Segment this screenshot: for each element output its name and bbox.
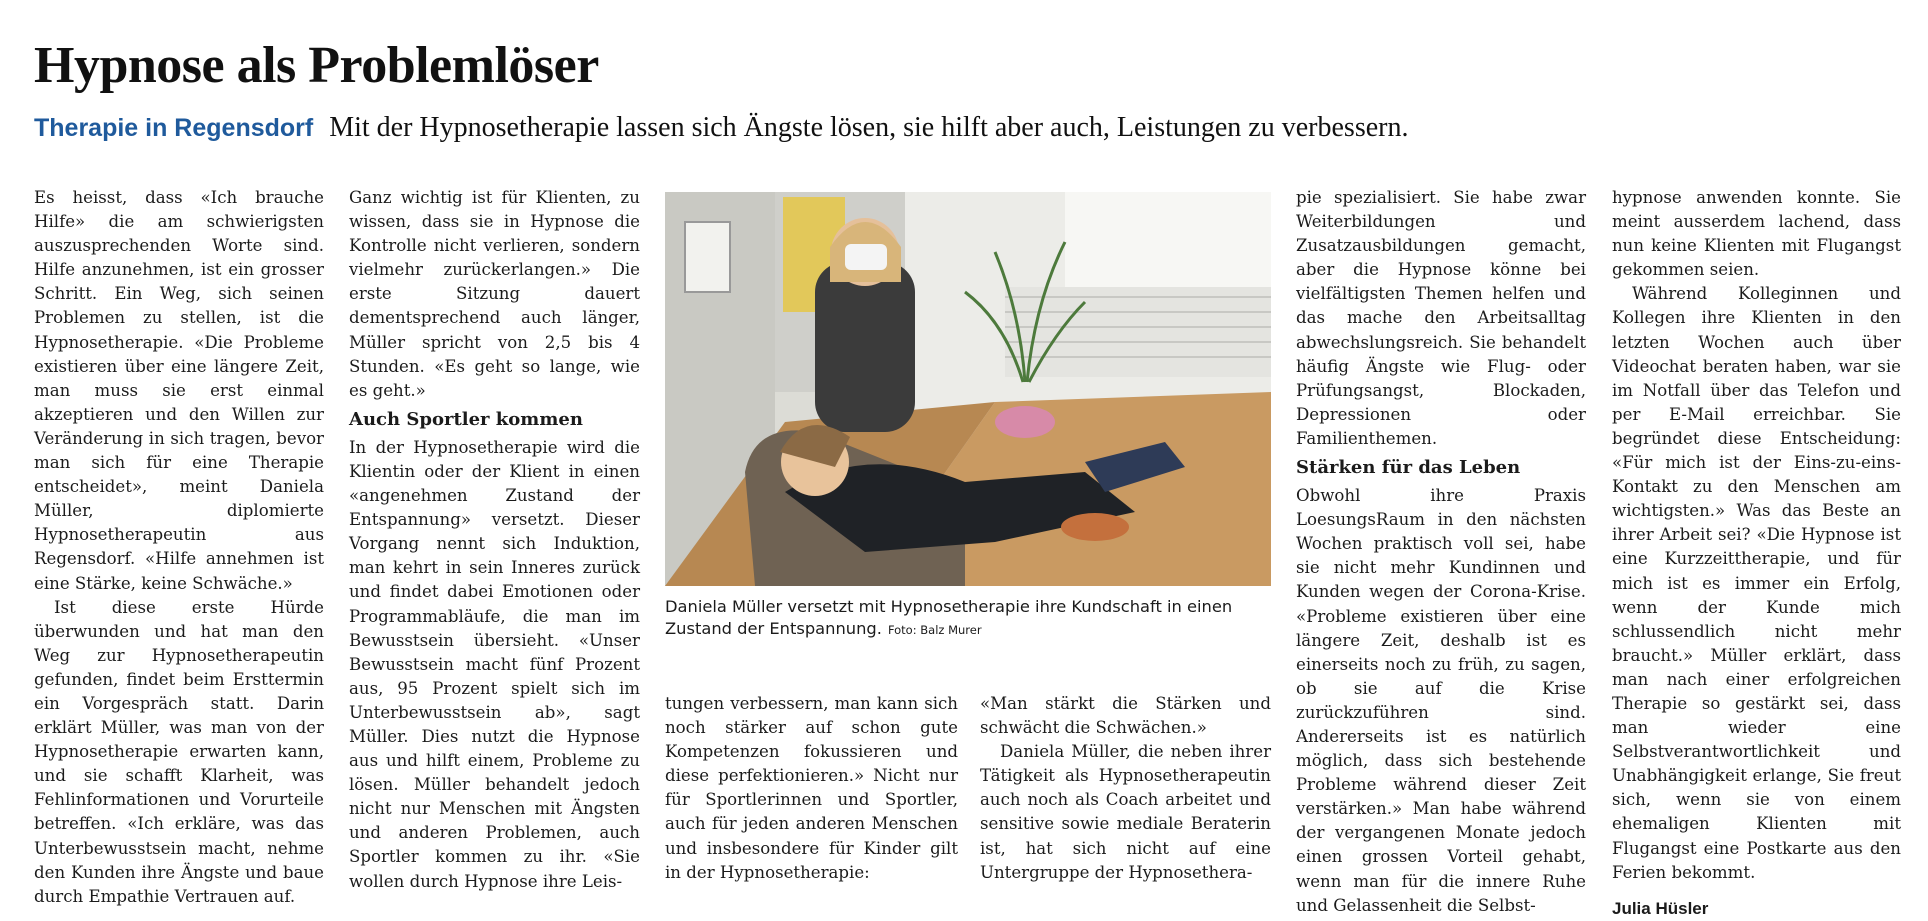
photo-caption [665, 596, 1271, 641]
column-4 [980, 692, 1271, 885]
caption-text: Daniela Müller versetzt mit Hypnosetherapie ihre Kundschaft in einen Zustand der Entspannung. [665, 597, 1233, 638]
photo-credit: Foto: Balz Murer [887, 623, 982, 637]
paragraph: Während Kolleginnen und Kollegen ihre Klienten in den letzten Wochen auch über Videochat beraten haben, war sie im Notfall über das Telefon und per E-Mail erreichbar. Sie begründet diese Entscheidung: «Für mich ist der Eins-zu-eins-Kontakt zu den Menschen am wichtigsten.» Was das Beste an ihrer Arbeit sei? «Die Hypnose ist eine Kurzzeittherapie, und für mich ist es immer ein Erfolg, wenn der Kunde mich schlussendlich nicht mehr braucht.» Müller erklärt, dass man nach einer erfolgreichen Therapie so gestärkt sei, dass man wieder eine Selbstverantwortlichkeit und Unabhängigkeit erlange, Sie freut sich, wenn sie von einem ehemaligen Klienten mit Flugangst eine Postkarte aus den Ferien bekommt. [1612, 284, 1901, 882]
column-3 [665, 692, 958, 885]
headline: Hypnose als Problemlöser [34, 37, 599, 94]
article-photo [665, 192, 1271, 586]
kicker: Therapie in Regensdorf [34, 114, 314, 142]
paragraph: In der Hypnosetherapie wird die Klientin oder der Klient in einen «angenehmen Zustand der Entspannung» versetzt. Dieser Vorgang nennt sich Induktion, man kehrt in sein Inneres zurück und findet dabei Emotionen oder Programmabläufe, die man im Bewusstsein übersieht. «Unser Bewusstsein macht fünf Prozent aus, 95 Prozent spielt sich im Unterbewusstsein ab», sagt Müller. Dies nutzt die Hypnose aus und hilft einem, Probleme zu lösen. Müller behandelt jedoch nicht nur Menschen mit Ängsten und anderen Problemen, auch Sportler kommen zu ihr. «Sie wollen durch Hypnose ihre Leis- [349, 437, 640, 891]
lead-text: Mit der Hypnosetherapie lassen sich Ängste lösen, sie hilft aber auch, Leistungen zu verbessern. [329, 112, 1409, 143]
paragraph: Es heisst, dass «Ich brauche Hilfe» die am schwierigsten auszusprechenden Worte sind. Hilfe anzunehmen, ist ein grosser Schritt. Ein Weg, sich seinen Problemen zu stellen, ist die Hypnosetherapie. «Die Probleme existieren über eine längere Zeit, man muss sie erst einmal akzeptieren und den Willen zur Veränderung in sich tragen, bevor man sich für eine Therapie entscheidet», meint Daniela Müller, diplomierte Hypnosetherapeutin aus Regensdorf. «Hilfe annehmen ist eine Stärke, keine Schwäche.» [34, 188, 324, 593]
column-2 [349, 186, 640, 894]
paragraph: «Man stärkt die Stärken und schwächt die Schwächen.» [980, 694, 1271, 738]
column-6 [1612, 186, 1901, 921]
subline [34, 112, 1894, 144]
paragraph: Ganz wichtig ist für Klienten, zu wissen, dass sie in Hypnose die Kontrolle nicht verlieren, sondern vielmehr zurückerlangen.» Die erste Sitzung dauert dementsprechend auch länger, Müller spricht von 2,5 bis 4 Stunden. «Es geht so lange, wie es geht.» [349, 188, 640, 400]
subheading: Stärken für das Leben [1296, 457, 1521, 479]
paragraph: Daniela Müller, die neben ihrer Tätigkeit als Hypnosetherapeutin auch noch als Coach arbeitet und sensitive sowie mediale Beraterin ist, hat sich nicht auf eine Untergruppe der Hypnosethera- [980, 742, 1271, 882]
paragraph: tungen verbessern, man kann sich noch stärker auf schon gute Kompetenzen fokussieren und diese perfektionieren.» Nicht nur für Sportlerinnen und Sportler, auch für jeden anderen Menschen und insbesondere für Kinder gilt in der Hypnosetherapie: [665, 694, 958, 882]
paragraph: Ist diese erste Hürde überwunden und hat man den Weg zur Hypnosetherapeutin gefunden, findet beim Ersttermin ein Vorgespräch statt. Darin erklärt Müller, was man von der Hypnosetherapie erwarten kann, und sie schafft Klarheit, was Fehlinformationen und Vorurteile betreffen. «Ich erkläre, was das Unterbewusstsein macht, nehme den Kunden ihre Ängste und baue durch Empathie Vertrauen auf. [34, 597, 324, 906]
hypnosis-session-photo-image [665, 192, 1271, 586]
column-5 [1296, 186, 1586, 918]
column-1 [34, 186, 324, 909]
paragraph: hypnose anwenden konnte. Sie meint ausserdem lachend, dass nun keine Klienten mit Flugangst gekommen seien. [1612, 188, 1901, 280]
paragraph: pie spezialisiert. Sie habe zwar Weiterbildungen und Zusatzausbildungen gemacht, aber die Hypnose könne bei vielfältigsten Themen helfen und das mache den Arbeitsalltag abwechslungsreich. Sie behandelt häufig Ängste wie Flug- oder Prüfungsangst, Blockaden, Depressionen oder Familienthemen. [1296, 188, 1586, 448]
subheading: Auch Sportler kommen [349, 408, 583, 430]
paragraph: Obwohl ihre Praxis LoesungsRaum in den nächsten Wochen praktisch voll sei, habe sie nicht mehr Kundinnen und Kunden wegen der Corona-Krise. «Probleme existieren über eine längere Zeit, deshalb ist es einerseits noch zu früh, zu sagen, ob sie auf die Krise zurückzuführen sind. Andererseits ist es natürlich möglich, dass sich bestehende Probleme während dieser Zeit verstärken.» Man habe während der vergangenen Monate jedoch einen grossen Vorteil gehabt, wenn man für die innere Ruhe und Gelassenheit die Selbst- [1296, 486, 1586, 915]
author-byline: Julia Hüsler [1612, 898, 1709, 918]
